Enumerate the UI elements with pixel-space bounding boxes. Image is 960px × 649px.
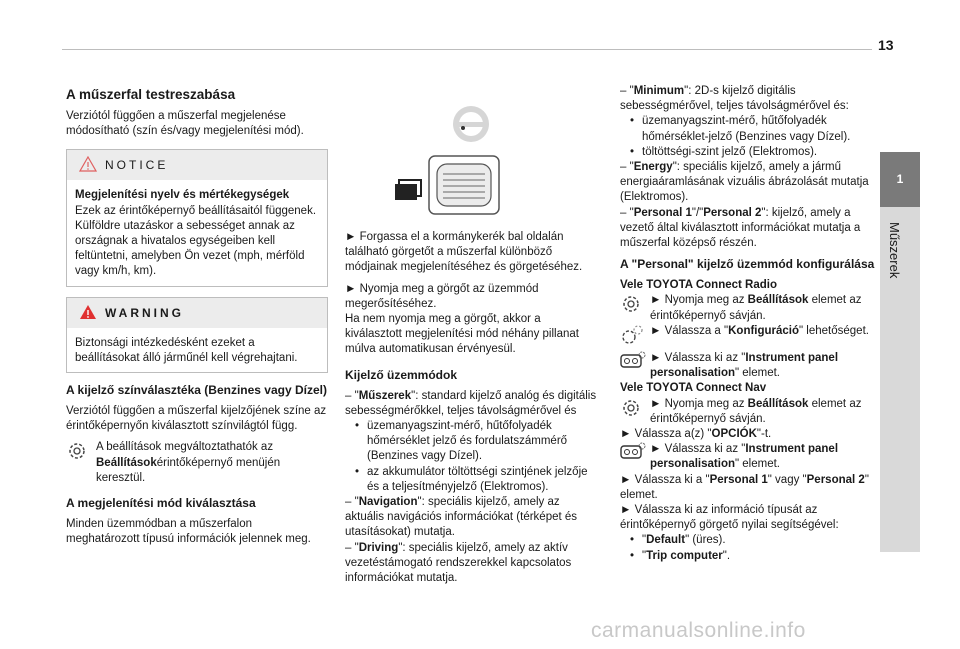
mode-title: A megjelenítési mód kiválasztása [66,496,256,511]
notice-header [67,150,327,180]
color-title: A kijelző színválasztéka (Benzines vagy Dízel) [66,383,327,398]
section-name: Műszerek [887,222,902,279]
step-instrument-panel: ► Válassza ki az "Instrument panel personalisation" elemet. [620,351,880,381]
step-personal: ► Válassza ki a "Personal 1" vagy "Personal 2" elemet. [620,473,869,501]
config-title: A "Personal" kijelző üzemmód konfigurálása [620,257,875,272]
modes-title: Kijelző üzemmódok [345,367,458,382]
mode-minimum: – "Minimum": 2D-s kijelző digitális sebességmérővel, teljes távolságmérővel és: [620,85,849,113]
notice-text: Ezek az érintőképernyő beállításaitól függenek. Külföldre utazáskor a sebességet annak az országnak a hivatalos egységeiben kell feltüntetni, amelyben Ön vezet (mph, mérföld vagy km/h, km). [75,204,317,278]
mode-navigation: – "Navigation": speciális kijelző, amely az aktuális navigációs információkat (térképet és utasításokat) mutatja. [345,496,578,539]
mode-driving: – "Driving": speciális kijelző, amely az aktív vezetéstámogató rendszerekkel kapcsolatos információkat mutatja. [345,541,572,585]
warning-text: Biztonsági intézkedésként ezeket a beállításokat álló járműnél kell végrehajtani. [75,336,298,364]
warning-triangle-icon [79,156,97,172]
step-info-type: ► Válassza ki az információ típusát az érintőképernyő görgető nyilai segítségével: [620,504,839,532]
mode-personal: – "Personal 1"/"Personal 2": kijelző, amely a vezető által kiválasztott információkat mutatja a műszerfal középső részén. [620,206,861,250]
list-item: • az akkumulátor töltöttségi szintjének jelzője és a teljesítményjelző (Elektromos). [345,465,597,495]
column-right [620,84,880,564]
list-item: • üzemanyagszint-mérő, hűtőfolyadék hőmérséklet-jelző (Benzines vagy Dízel). [620,114,880,144]
list-item: • "Default" (üres). [620,533,880,548]
warning-triangle-icon [79,304,97,320]
top-rule [62,49,872,50]
color-note: A beállítások megváltoztathatók az Beállításokérintőképernyő menüjén keresztül. [66,440,328,486]
auto-apply-text: Ha nem nyomja meg a görgőt, akkor a kiválasztott megjelenítési mód néhány pillanat múlva automatikusan érvényesül. [345,313,579,356]
list-item: • üzemanyagszint-mérő, hűtőfolyadék hőmérséklet jelző és fordulatszámmérő (Benzines vagy Dízel). [345,419,597,465]
step-settings-nav: ► Nyomja meg az Beállítások elemet az érintőképernyő sávján. [620,397,880,427]
color-text: Verziótól függően a műszerfal kijelzőjének színe az érintőképernyőn kiválasztott színvilágtól függ. [66,405,327,433]
list-item: • töltöttségi-szint jelző (Elektromos). [620,145,880,160]
mode-energy: – "Energy": speciális kijelző, amely a jármű energiaáramlásának vizuális ábrázolását mutatja (Elektromos). [620,161,869,204]
notice-heading: Megjelenítési nyelv és mértékegységek [75,189,290,202]
warning-box [66,297,328,373]
page-number: 13 [878,37,894,53]
configuration-gears-icon [620,324,644,346]
step-configuration: ► Válassza a "Konfiguráció" lehetőséget. [620,324,880,351]
warning-label: WARNING [105,305,184,320]
step-instrument-panel-nav: ► Válassza ki az "Instrument panel personalisation" elemet. [620,442,880,472]
instruction-scroll: ► Forgassa el a kormánykerék bal oldalán található görgetőt a műszerfal különböző módjainak megjelenítéséhez és görgetéséhez. [345,231,583,274]
mode-text: Minden üzemmódban a műszerfalon meghatározott típusú információk jelennek meg. [66,518,311,546]
step-settings: ► Nyomja meg az Beállítások elemet az érintőképernyő sávján. [620,293,880,323]
scroll-wheel-icon [393,154,503,216]
list-item: • "Trip computer". [620,549,880,564]
intro-text: Verziótól függően a műszerfal megjelenése módosítható (szín és/vagy megjelenítési mód). [66,110,304,138]
settings-gear-icon [620,293,642,315]
chapter-tab[interactable]: 1 [880,152,920,207]
mode-instruments: – "Műszerek": standard kijelző analóg és digitális sebességmérőkkel, teljes távolságmérővel és [345,389,597,417]
section-title: A műszerfal testreszabása [66,87,236,102]
notice-label: NOTICE [105,158,169,173]
instruction-press: ► Nyomja meg a görgőt az üzemmód megerősítéséhez. [345,282,539,310]
instrument-panel-icon [620,351,646,369]
settings-gear-icon [66,440,88,462]
settings-gear-icon [620,397,642,419]
radio-title: Vele TOYOTA Connect Radio [620,279,777,292]
step-options: ► Válassza a(z) "OPCIÓK"-t. [620,428,772,441]
instrument-panel-icon [620,442,646,460]
steering-wheel-illustration [345,100,597,218]
chapter-sidebar [880,152,920,552]
steering-wheel-icon [451,104,491,144]
watermark: carmanualsonline.info [591,619,806,642]
column-left [66,86,328,553]
column-middle [345,100,597,592]
nav-title: Vele TOYOTA Connect Nav [620,382,767,395]
notice-box [66,149,328,286]
warning-header [67,298,327,328]
